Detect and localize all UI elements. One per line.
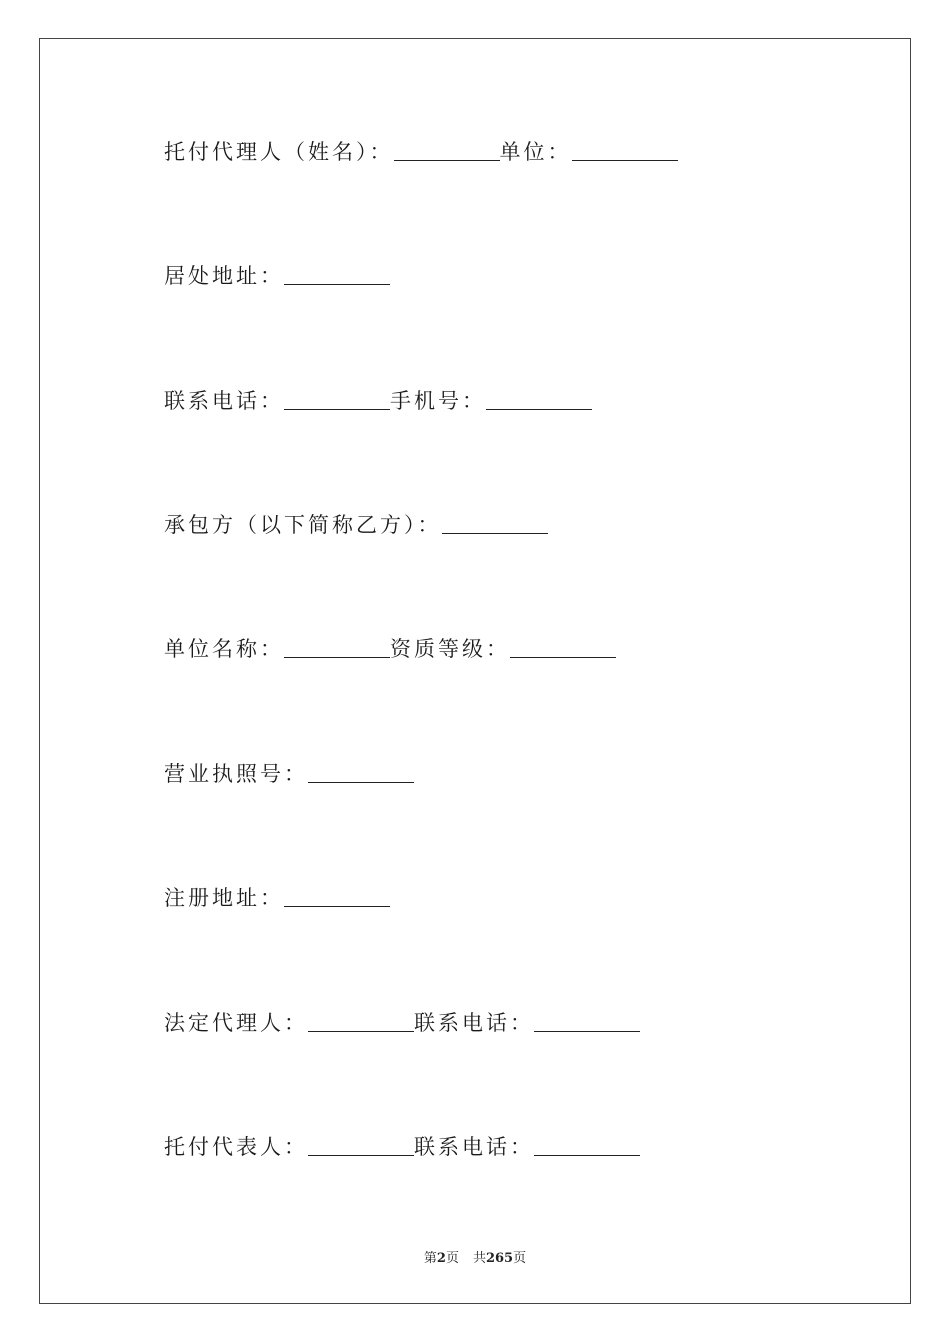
mobile-blank[interactable]	[486, 408, 592, 410]
company-line	[164, 633, 616, 663]
page-prefix: 第	[423, 1251, 437, 1266]
contractor-label: 承包方（以下简称乙方）：	[164, 513, 442, 537]
total-prefix: 共	[472, 1251, 486, 1266]
contact-line	[164, 385, 592, 415]
page-border	[39, 38, 911, 1304]
legal-agent-phone-blank[interactable]	[534, 1030, 640, 1032]
registered-address-line	[164, 882, 390, 912]
mobile-label: 手机号：	[390, 389, 486, 413]
qualification-label: 资质等级：	[390, 637, 510, 661]
contractor-line	[164, 509, 548, 539]
representative-label: 托付代表人：	[164, 1135, 308, 1159]
company-name-blank[interactable]	[284, 656, 390, 658]
agent-name-line	[164, 136, 678, 166]
legal-agent-blank[interactable]	[308, 1030, 414, 1032]
license-label: 营业执照号：	[164, 762, 308, 786]
page-footer	[0, 1247, 950, 1266]
license-blank[interactable]	[308, 781, 414, 783]
representative-phone-label: 联系电话：	[414, 1135, 534, 1159]
qualification-blank[interactable]	[510, 656, 616, 658]
page-suffix: 页	[445, 1251, 459, 1266]
phone-blank[interactable]	[284, 408, 390, 410]
total-pages: 265	[485, 1251, 514, 1266]
contractor-blank[interactable]	[442, 532, 548, 534]
residence-blank[interactable]	[284, 283, 390, 285]
representative-blank[interactable]	[308, 1154, 414, 1156]
registered-address-blank[interactable]	[284, 905, 390, 907]
license-line	[164, 758, 414, 788]
representative-phone-blank[interactable]	[534, 1154, 640, 1156]
registered-address-label: 注册地址：	[164, 886, 284, 910]
agent-unit-label: 单位：	[499, 140, 572, 164]
legal-agent-phone-label: 联系电话：	[414, 1011, 534, 1035]
agent-name-blank[interactable]	[394, 159, 500, 161]
total-suffix: 页	[513, 1251, 527, 1266]
residence-line	[164, 260, 390, 290]
agent-unit-blank[interactable]	[572, 159, 678, 161]
page-number: 2	[436, 1251, 446, 1266]
agent-name-label: 托付代理人（姓名）：	[164, 140, 394, 164]
legal-agent-line	[164, 1007, 640, 1037]
legal-agent-label: 法定代理人：	[164, 1011, 308, 1035]
company-name-label: 单位名称：	[164, 637, 284, 661]
representative-line	[164, 1131, 640, 1161]
phone-label: 联系电话：	[164, 389, 284, 413]
residence-label: 居处地址：	[164, 264, 284, 288]
